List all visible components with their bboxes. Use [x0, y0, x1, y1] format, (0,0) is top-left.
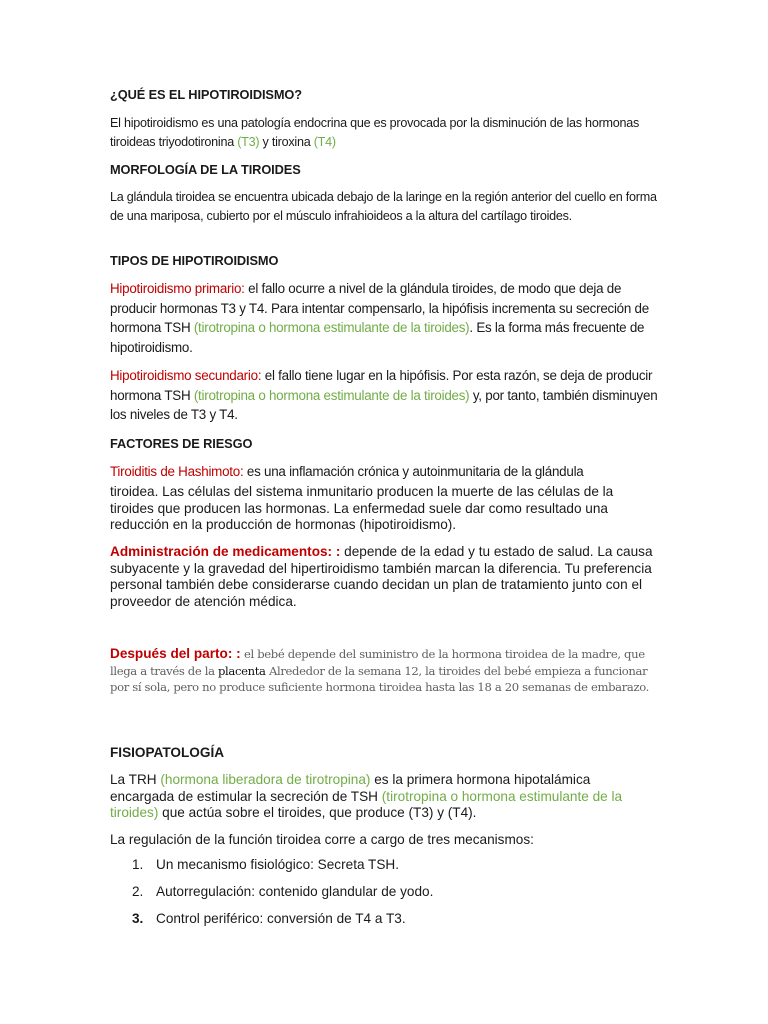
- red-label-secundario: Hipotiroidismo secundario:: [110, 368, 262, 383]
- paragraph-morfologia: La glándula tiroidea se encuentra ubicada debajo de la laringe en la región anterior del cuello en forma de una mariposa, cubierto por el músculo infrahioideos a la altura del cartílago tiroides.: [110, 190, 657, 223]
- paragraph-definicion: [110, 114, 658, 151]
- paragraph-primario: [110, 279, 658, 357]
- text-span: es una inflamación crónica y autoinmunitaria de la glándula: [243, 464, 584, 479]
- list-text: Control periférico: conversión de T4 a T3.: [156, 911, 406, 926]
- paragraph-medicamentos: [110, 544, 658, 610]
- green-text-tsh: (tirotropina o hormona estimulante de la tiroides): [193, 387, 470, 403]
- paragraph-hashimoto-line1: [110, 462, 658, 482]
- text-span: Alrededor de la semana 12, la tiroides del bebé empieza a funcionar por sí sola, pero no produce suficiente hormona tiroidea hasta las 18 a 20 semanas de embarazo.: [110, 663, 650, 694]
- list-number: 3.: [132, 911, 144, 926]
- text-span: el bebé depende del suministro de la hormona tiroidea de la madre, que llega a través de la: [110, 647, 645, 678]
- red-label-hashimoto: Tiroiditis de Hashimoto:: [110, 464, 244, 479]
- list-number: 2.: [132, 884, 144, 899]
- heading-tipos: TIPOS DE HIPOTIROIDISMO: [110, 253, 279, 268]
- heading-morfologia: MORFOLOGÍA DE LA TIROIDES: [110, 162, 301, 177]
- list-text: Un mecanismo fisiológico: Secreta TSH.: [156, 857, 400, 872]
- text-span: depende de la edad y tu estado de salud. La causa subyacente y la gravedad del hipertiroidismo también marcan la diferencia. Tu preferencia personal también debe considerarse cuando decidan un plan de tratamiento junto con el proveedor de atención médica.: [110, 544, 653, 609]
- text-placenta: placenta: [217, 663, 266, 678]
- paragraph-regulacion: La regulación de la función tiroidea corre a cargo de tres mecanismos:: [110, 832, 534, 847]
- heading-que-es: ¿QUÉ ES EL HIPOTIROIDISMO?: [110, 87, 302, 102]
- paragraph-parto: [110, 646, 658, 695]
- red-label-medicamentos: Administración de medicamentos: :: [110, 544, 341, 559]
- green-text-tsh: (tirotropina o hormona estimulante de la tiroides): [110, 788, 623, 820]
- list-number: 1.: [132, 857, 144, 872]
- text-span: El hipotiroidismo es una patología endocrina que es provocada por la disminución de las hormonas tiroideas triyodotironina: [110, 116, 640, 149]
- text-span: es la primera hormona hipotalámica encargada de estimular la secreción de TSH: [110, 772, 591, 804]
- heading-factores: FACTORES DE RIESGO: [110, 436, 253, 451]
- green-text-tsh: (tirotropina o hormona estimulante de la tiroides): [193, 320, 470, 335]
- text-span: el fallo tiene lugar en la hipófisis. Por esta razón, se deja de producir hormona TSH: [110, 368, 653, 403]
- list-text: Autorregulación: contenido glandular de yodo.: [156, 884, 434, 899]
- green-text-t4: (T4): [313, 134, 336, 149]
- text-span: y tiroxina: [259, 134, 314, 149]
- heading-fisiopatologia: FISIOPATOLOGÍA: [110, 745, 225, 760]
- paragraph-hashimoto-rest: tiroidea. Las células del sistema inmunitario producen la muerte de las células de la tiroides que producen las hormonas. La enfermedad suele dar como resultado una reducción en la producción de hormonas (hipotiroidismo).: [110, 484, 614, 532]
- text-span: que actúa sobre el tiroides, que produce (T3) y (T4).: [158, 805, 477, 820]
- text-span: . Es la forma más frecuente de hipotiroidismo.: [110, 320, 645, 355]
- red-label-parto: Después del parto: :: [110, 646, 241, 661]
- text-span: y, por tanto, también disminuyen los niveles de T3 y T4.: [110, 387, 658, 422]
- text-span: La TRH: [110, 772, 161, 787]
- green-text-t3: (T3): [237, 134, 260, 149]
- red-label-primario: Hipotiroidismo primario:: [110, 281, 245, 296]
- text-span: el fallo ocurre a nivel de la glándula tiroides, de modo que deja de producir hormonas T3 y T4. Para intentar compensarlo, la hipófisis incrementa su secreción de hormona TSH: [110, 281, 649, 335]
- green-text-trh: (hormona liberadora de tirotropina): [160, 772, 371, 787]
- paragraph-trh: [110, 772, 658, 822]
- paragraph-secundario: [110, 366, 658, 425]
